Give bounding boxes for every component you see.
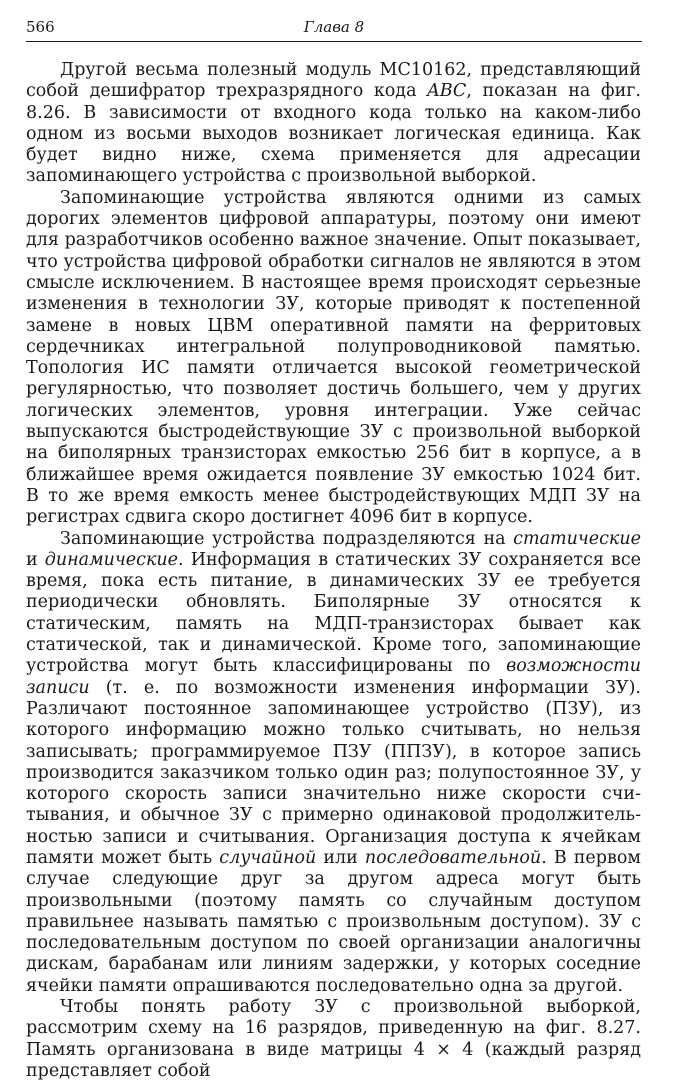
page-number: 566 — [26, 18, 55, 36]
header-rule — [26, 41, 642, 42]
text-run: и — [26, 549, 45, 570]
italic-term: возможности записи — [26, 656, 641, 698]
italic-term: статические — [513, 528, 641, 549]
text-run: или — [316, 847, 365, 868]
text-run: Чтобы понять работу ЗУ с произвольной выборкой, рассмотрим схему на 16 разрядов, приведенную на фиг. 8.27. Память организована в виде матрицы 4 × 4 (каждый разряд представляет собой — [26, 997, 641, 1081]
paragraph-memory-classification — [26, 529, 641, 998]
chapter-title: Глава 8 — [303, 18, 365, 36]
paragraph-random-access-example — [26, 997, 641, 1082]
text-run: Другой весьма полезный модуль MC10162, представляющий собой дешифратор трехразрядного кода — [26, 60, 641, 102]
text-run: Запоминающие устройства подразделяются на — [60, 528, 514, 549]
paragraph-memory-devices — [26, 188, 641, 529]
italic-term: динамические — [44, 549, 179, 570]
text-run: , показан на фиг. 8.26. В зависимости от входного кода только на каком-либо одном из восьми выходов возникает логическая единица. Как будет видно ниже, схема применяется для адресации запоминающего устройства с произвольной выборкой. — [26, 81, 641, 187]
italic-term: ABC — [427, 81, 467, 102]
text-run: . Информация в статических ЗУ сохраняется все время, пока есть питание, в динамических ЗУ ее требуется периодически обновлять. Биполярные ЗУ относятся к статическим, память на МДП-транзисторах бывает как статической, так и динамической. Кроме того, запоминающие устройства могут быть классифицированы по — [26, 549, 641, 677]
running-head — [26, 15, 642, 39]
italic-term: случайной — [219, 847, 317, 868]
paragraph-decoder-module — [26, 60, 641, 188]
text-run: . В первом случае следующие друг за другом адреса могут быть произвольными (поэтому память со случайным доступом правильнее называть памятью с произвольным доступом). ЗУ с последовательным доступом по своей организации аналогичны дискам, барабанам или линиям задержки, у которых соседние ячейки памяти опрашиваются последовательно одна за другой. — [26, 847, 641, 996]
italic-term: последовательной — [364, 847, 542, 868]
body-text — [26, 60, 641, 1082]
text-run: (т. е. по возможности изменения информации ЗУ). Различают постоянное запоминающее устройство (ПЗУ), из которого информацию можно только считывать, но нельзя записывать; программируемое ПЗУ (ППЗУ), в которое запись производится заказчиком только один раз; полупостоянное ЗУ, у которого скорость записи значительно ниже скорости считывания, и обычное ЗУ с примерно одинаковой продолжительностью записи и считывания. Организация доступа к ячейкам памяти может быть — [26, 677, 641, 868]
text-run: Запоминающие устройства являются одними из самых дорогих элементов цифровой аппаратуры, поэтому они имеют для разработчиков особенно важное значение. Опыт показывает, что устройства цифровой обработки сигналов не являются в этом смысле исключением. В настоящее время происходят серьезные изменения в технологии ЗУ, которые приводят к постепенной замене в новых ЦВМ оперативной памяти на ферритовых сердечниках интегральной полупроводниковой памятью. Топология ИС памяти отличается высокой геометрической регулярностью, что позволяет достичь большего, чем у других логических элементов, уровня интеграции. Уже сейчас выпускаются быстродействующие ЗУ с произвольной выборкой на биполярных транзисторах емкостью 256 бит в корпусе, а в ближайшее время ожидается появление ЗУ емкостью 1024 бит. В то же время емкость менее быстродействующих МДП ЗУ на регистрах сдвига скоро достигнет 4096 бит в корпусе. — [26, 187, 641, 528]
